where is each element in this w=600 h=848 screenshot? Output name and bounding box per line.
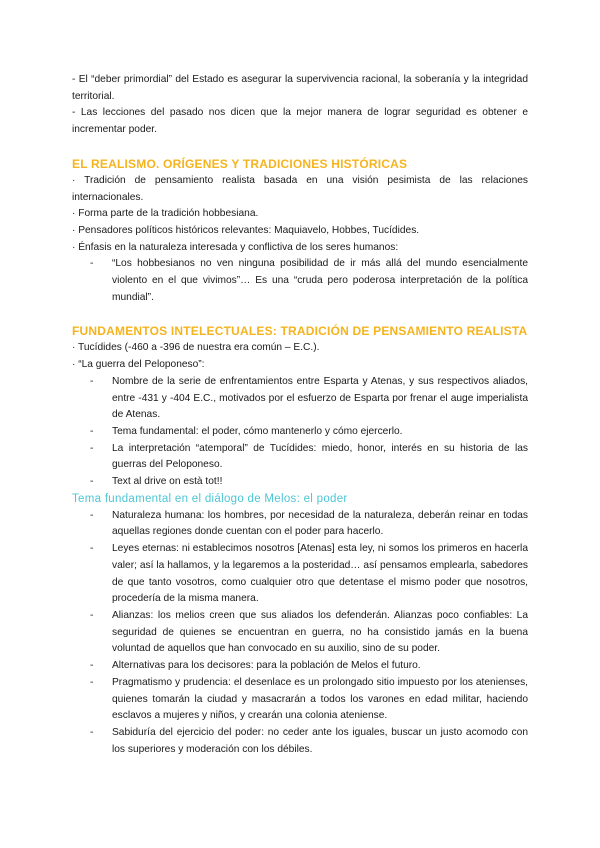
intro-paragraph-deber: - El “deber primordial” del Estado es asegurar la supervivencia racional, la soberanía y la integridad territorial. bbox=[72, 74, 528, 102]
melos-bullet: - Alternativas para los decisores: para la población de Melos el futuro. bbox=[72, 658, 528, 675]
realismo-bullet-list bbox=[72, 256, 528, 306]
fundamentos-bullet: - La interpretación “atemporal” de Tucídides: miedo, honor, interés en su historia de las guerras del Peloponeso. bbox=[72, 441, 528, 474]
fundamentos-bullet-list bbox=[72, 374, 528, 491]
fundamentos-bullet: - Nombre de la serie de enfrentamientos entre Esparta y Atenas, y sus respectivos aliados, entre -431 y -404 E.C., motivados por el esfuerzo de Esparta por frenar el auge imperialista de Atenas. bbox=[72, 374, 528, 424]
fundamentos-bullet: - Tema fundamental: el poder, cómo mantenerlo y cómo ejercerlo. bbox=[72, 424, 528, 441]
melos-bullet-list bbox=[72, 508, 528, 759]
realismo-line: · Forma parte de la tradición hobbesiana. bbox=[72, 208, 259, 220]
melos-bullet: - Sabiduría del ejercicio del poder: no ceder ante los iguales, buscar un justo acomodo con los superiores y moderación con los débiles. bbox=[72, 725, 528, 758]
section-heading-realismo: EL REALISMO. ORÍGENES Y TRADICIONES HISTÓRICAS bbox=[72, 156, 408, 171]
melos-bullet: - Naturaleza humana: los hombres, por necesidad de la naturaleza, deberán reinar en todas aquellas regiones donde cuentan con el poder para hacerlo. bbox=[72, 508, 528, 541]
realismo-line: · Pensadores políticos históricos relevantes: Maquiavelo, Hobbes, Tucídides. bbox=[72, 224, 420, 236]
melos-bullet: - Alianzas: los melios creen que sus aliados los defenderán. Alianzas poco confiables: La seguridad de quienes se encuentran en guerra, no ha consistido jamás en la buena voluntad de aquellos que han convocado en su auxilio, sino de su poder. bbox=[72, 608, 528, 658]
fundamentos-line: · “La guerra del Peloponeso”: bbox=[72, 359, 205, 371]
section-heading-fundamentos: FUNDAMENTOS INTELECTUALES: TRADICIÓN DE PENSAMIENTO REALISTA bbox=[72, 324, 528, 339]
fundamentos-line: · Tucídides (-460 a -396 de nuestra era común – E.C.). bbox=[72, 342, 320, 354]
melos-bullet: - Pragmatismo y prudencia: el desenlace es un prolongado sitio impuesto por los atenienses, quienes tomarán la ciudad y masacrarán a todos los varones en edad militar, haciendo esclavos a mujeres y niños, y crearán una colonia ateniense. bbox=[72, 675, 528, 725]
subsection-heading-melos: Tema fundamental en el diálogo de Melos: el poder bbox=[72, 492, 348, 505]
realismo-bullet: - “Los hobbesianos no ven ninguna posibilidad de ir más allá del mundo esencialmente violento en el que vivimos”… Es una “cruda pero poderosa interpretación de la política mundial”. bbox=[72, 256, 528, 306]
realismo-line: · Tradición de pensamiento realista basada en una visión pesimista de las relaciones internacionales. bbox=[72, 174, 528, 203]
fundamentos-bullet: - Text al drive on està tot!! bbox=[72, 474, 528, 491]
melos-bullet: - Leyes eternas: ni establecimos nosotros [Atenas] esta ley, ni somos los primeros en hacerla valer; así la hallamos, y la legaremos a la posteridad… así pensamos emplearla, sabedores de que tanto vosotros, como cualquier otro que detentase el mismo poder que nosotros, procedería de la misma manera. bbox=[72, 541, 528, 608]
realismo-line: · Énfasis en la naturaleza interesada y conflictiva de los seres humanos: bbox=[72, 241, 399, 253]
document-page bbox=[72, 72, 528, 758]
intro-paragraph-lecciones: - Las lecciones del pasado nos dicen que la mejor manera de lograr seguridad es obtener e incrementar poder. bbox=[72, 107, 528, 136]
